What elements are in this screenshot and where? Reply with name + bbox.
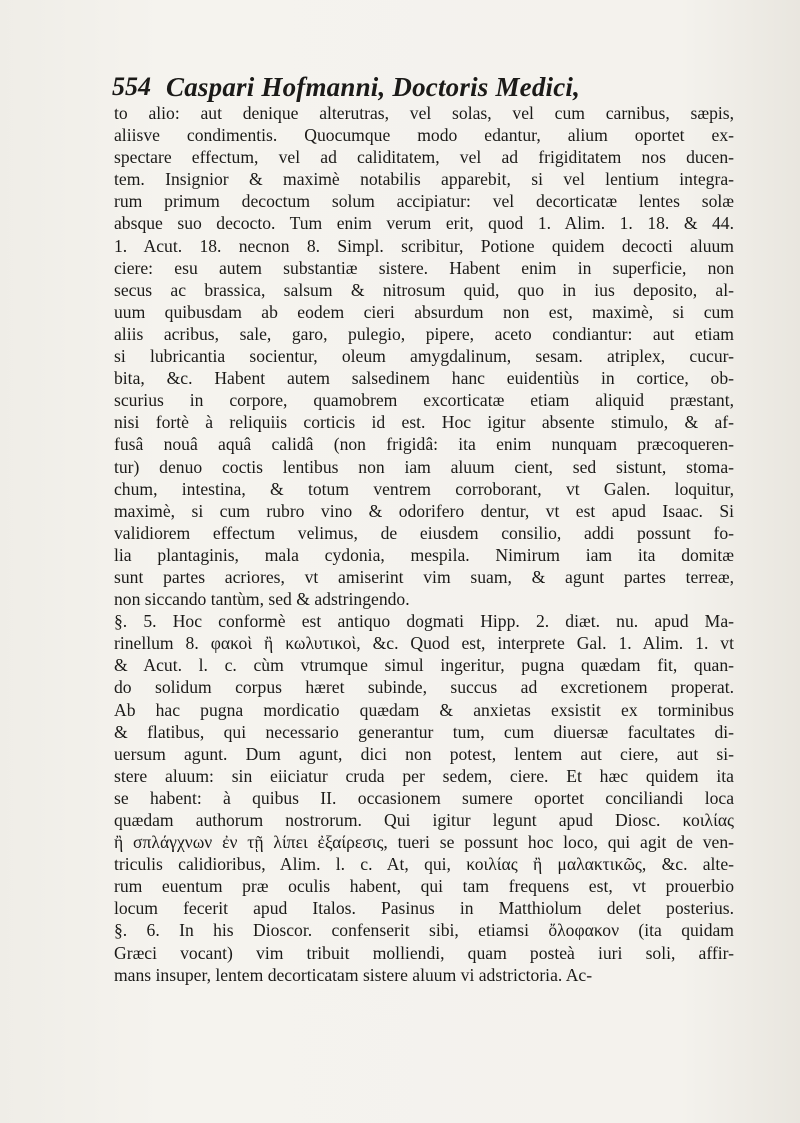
text-line: Græci vocant) vim tribuit molliendi, quam posteà iuri soli, affir- — [114, 942, 734, 963]
text-line: aliis acribus, sale, garo, pulegio, pipere, aceto condiantur: aut etiam — [114, 323, 734, 344]
text-line: triculis calidioribus, Alim. l. c. At, qui, κοιλίας ἢ μαλακτικῶς, &c. alte- — [114, 854, 734, 875]
text-line: rinellum 8. φακοὶ ἢ κωλυτικοὶ, &c. Quod est, interprete Gal. 1. Alim. 1. vt — [114, 633, 734, 654]
text-line: tem. Insignior & maximè notabilis apparebit, si vel lentium integra- — [114, 169, 734, 190]
text-line: sunt partes acriores, vt amiserint vim suam, & agunt partes terreæ, — [114, 566, 734, 587]
text-line: & Acut. l. c. cùm vtrumque simul ingeritur, pugna quædam fit, quan- — [114, 655, 734, 676]
text-line: se habent: à quibus II. occasionem sumere oportet conciliandi loca — [114, 787, 734, 808]
text-line: §. 5. Hoc conformè est antiquo dogmati Hipp. 2. diæt. nu. apud Ma- — [114, 611, 734, 632]
text-line: lia plantaginis, mala cydonia, mespila. Nimirum iam ita domitæ — [114, 544, 734, 565]
text-line: chum, intestina, & totum ventrem corroborant, vt Galen. loquitur, — [114, 478, 734, 499]
text-line: uum quibusdam ab eodem cieri absurdum non est, maximè, si cum — [114, 301, 734, 322]
text-line: fusâ nouâ aquâ calidâ (non frigidâ: ita enim nunquam præcoqueren- — [114, 434, 734, 455]
text-line: aliisve condimentis. Quocumque modo edantur, alium oportet ex- — [114, 125, 734, 146]
text-line: uersum agunt. Dum agunt, dici non potest, lentem aut ciere, aut si- — [114, 743, 734, 764]
text-line: to alio: aut denique alterutras, vel solas, vel cum carnibus, sæpis, — [114, 103, 734, 123]
text-line: spectare effectum, vel ad caliditatem, vel ad frigiditatem nos ducen- — [114, 147, 734, 168]
text-line: do solidum corpus hæret subinde, succus ad excretionem properat. — [114, 677, 734, 698]
text-line: & flatibus, qui necessario generantur tum, cum diuersæ facultates di- — [114, 721, 734, 742]
text-line: nisi fortè à reliquiis corticis id est. Hoc igitur absente stimulo, & af- — [114, 412, 734, 433]
text-line: quædam authorum nostrorum. Qui igitur legunt apud Diosc. κοιλίας — [114, 810, 734, 830]
text-line: absque suo decocto. Tum enim verum erit, quod 1. Alim. 1. 18. & 44. — [114, 213, 734, 234]
text-line: si lubricantia socientur, oleum amygdalinum, sesam. atriplex, cucur- — [114, 346, 734, 367]
page-number: 554 — [112, 72, 151, 101]
page-header — [112, 72, 712, 106]
text-line: rum euentum præ oculis habent, qui tam frequens est, vt prouerbio — [114, 876, 734, 897]
text-line: validiorem effectum velimus, de eiusdem consilio, addi possunt fo- — [114, 522, 734, 543]
body-text — [114, 102, 734, 986]
text-line: ἢ σπλάγχνων ἐν τῇ λίπει ἐξαίρεσις, tueri se possunt hoc loco, qui agit de ven- — [114, 832, 734, 853]
text-line: 1. Acut. 18. necnon 8. Simpl. scribitur, Potione quidem decocti aluum — [114, 235, 734, 256]
text-line: §. 6. In his Dioscor. confenserit sibi, etiamsi ὄλοφακον (ita quidam — [114, 920, 734, 941]
text-line: ciere: esu autem substantiæ sistere. Habent enim in superficie, non — [114, 257, 734, 278]
text-line: locum fecerit apud Italos. Pasinus in Matthiolum delet posterius. — [114, 898, 734, 919]
text-line: mans insuper, lentem decorticatam sistere aluum vi adstrictoria. Ac- — [114, 964, 593, 985]
text-line: secus ac brassica, salsum & nitrosum quid, quo in ius deposito, al- — [114, 279, 734, 300]
text-line: bita, &c. Habent autem salsedinem hanc euidentiùs in cortice, ob- — [114, 368, 734, 389]
text-line: rum primum decoctum solum accipiatur: vel decorticatæ lentes solæ — [114, 191, 734, 212]
text-line: stere aluum: sin eiiciatur cruda per sedem, ciere. Et hæc quidem ita — [114, 765, 734, 786]
text-line: scurius in corpore, quamobrem excorticatæ etiam aliquid præstant, — [114, 390, 734, 411]
text-line: maximè, si cum rubro vino & odorifero dentur, vt est apud Isaac. Si — [114, 500, 734, 521]
text-line: non siccando tantùm, sed & adstringendo. — [114, 589, 410, 610]
running-head: Caspari Hofmanni, Doctoris Medici, — [166, 72, 581, 102]
text-line: Ab hac pugna mordicatio quædam & anxietas exsistit ex torminibus — [114, 699, 734, 720]
text-line: tur) denuo coctis lentibus non iam aluum cient, sed sistunt, stoma- — [114, 456, 734, 477]
